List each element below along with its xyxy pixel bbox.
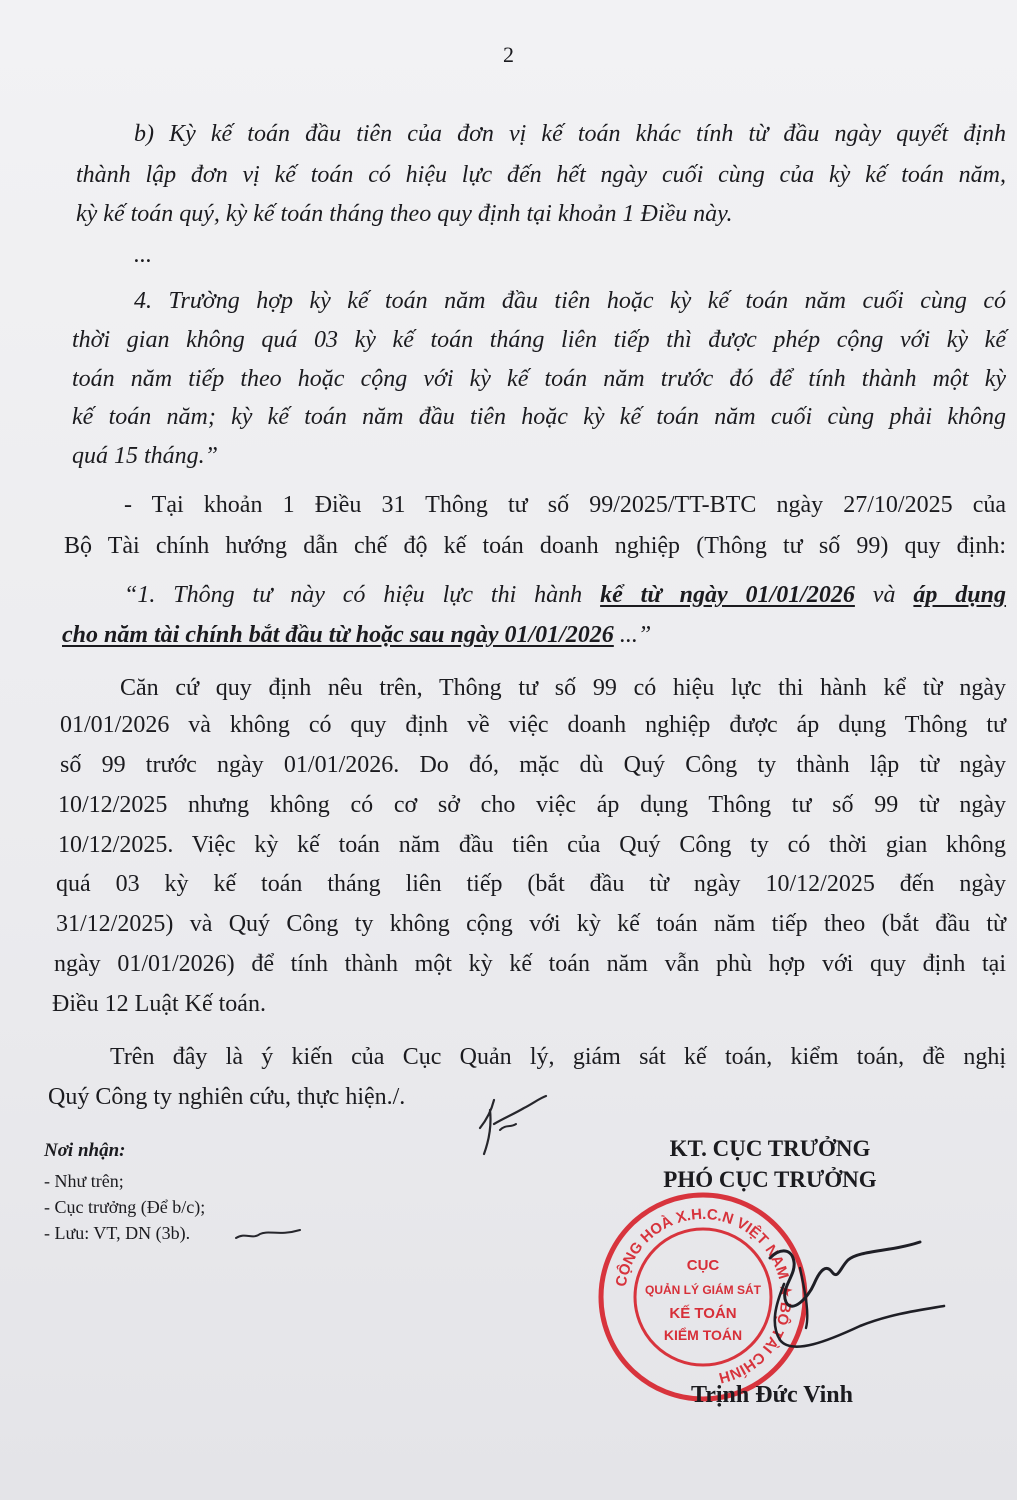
conclusion-line-7: 31/12/2025) và Quý Công ty không cộng với kỳ kế toán năm tiếp theo (bắt đầu từ [56,911,1006,937]
quote-text-start: “1. Thông tư này có hiệu lực thi hành [124,582,601,608]
conclusion-line-5: 10/12/2025. Việc kỳ kế toán năm đầu tiên của Quý Công ty có thời gian không [58,832,1006,858]
provision-4-line-5: quá 15 tháng.” [72,443,219,469]
seal-line-3: KẾ TOÁN [669,1305,737,1322]
circular-quote-line-1 [124,580,1006,610]
seal-line-4: KIỂM TOÁN [663,1327,743,1343]
handwritten-signature [740,1228,950,1368]
provision-b-line-2: thành lập đơn vị kế toán có hiệu lực đến hết ngày cuối cùng của kỳ kế toán năm, [76,162,1006,188]
recipient-item: - Như trên; [44,1171,124,1191]
ellipsis: ... [134,242,152,268]
provision-4-line-3: toán năm tiếp theo hoặc cộng với kỳ kế toán năm trước đó để tính thành một kỳ [72,366,1006,392]
seal-ring-text: CỘNG HOÀ X.H.C.N VIỆT NAM ★ BỘ TÀI CHÍNH [612,1205,795,1387]
signature-title-line-2: PHÓ CỤC TRƯỞNG [663,1167,877,1192]
quote-apply: áp dụng [913,582,1007,608]
conclusion-line-8: ngày 01/01/2026) để tính thành một kỳ kế toán năm vẫn phù hợp với quy định tại [54,951,1006,977]
closing-line-2: Quý Công ty nghiên cứu, thực hiện./. [48,1084,406,1110]
conclusion-line-4: 10/12/2025 nhưng không có cơ sở cho việc áp dụng Thông tư số 99 từ ngày [58,792,1006,818]
page-number: 2 [503,42,514,67]
initials-signature [470,1088,550,1158]
quote-fiscal-year: cho năm tài chính bắt đầu từ hoặc sau ngày 01/01/2026 [62,622,614,648]
seal-line-1: CỤC [686,1257,720,1274]
provision-b-line-3: kỳ kế toán quý, kỳ kế toán tháng theo quy định tại khoản 1 Điều này. [76,201,733,227]
quote-effective-date: kể từ ngày 01/01/2026 [600,582,855,608]
provision-4-line-1: 4. Trường hợp kỳ kế toán năm đầu tiên hoặc kỳ kế toán năm cuối cùng có [134,288,1006,314]
recipients-title: Nơi nhận: [44,1140,126,1161]
provision-4-line-2: thời gian không quá 03 kỳ kế toán tháng liên tiếp thì được phép cộng với kỳ kế [72,327,1006,353]
circular-quote-line-2 [62,620,651,650]
circular-ref-line-1: - Tại khoản 1 Điều 31 Thông tư số 99/2025/TT-BTC ngày 27/10/2025 của [124,492,1006,518]
seal-line-2: QUẢN LÝ GIÁM SÁT [645,1283,761,1297]
signature-title-line-1: KT. CỤC TRƯỞNG [669,1136,871,1161]
conclusion-line-2: 01/01/2026 và không có quy định về việc doanh nghiệp được áp dụng Thông tư [60,712,1006,738]
quote-end: ...” [613,622,652,648]
recipient-item: - Lưu: VT, DN (3b). [44,1223,191,1243]
circular-ref-line-2: Bộ Tài chính hướng dẫn chế độ kế toán doanh nghiệp (Thông tư số 99) quy định: [64,533,1006,559]
quote-text-mid: và [854,582,914,608]
signer-name: Trịnh Đức Vinh [691,1382,853,1408]
provision-4-line-4: kế toán năm; kỳ kế toán năm đầu tiên hoặc kỳ kế toán năm cuối cùng phải không [72,404,1006,430]
conclusion-line-6: quá 03 kỳ kế toán tháng liên tiếp (bắt đầu từ ngày 10/12/2025 đến ngày [56,871,1006,897]
clerk-initials [232,1222,304,1246]
recipient-item: - Cục trưởng (Để b/c); [44,1197,206,1217]
conclusion-line-3: số 99 trước ngày 01/01/2026. Do đó, mặc dù Quý Công ty thành lập từ ngày [60,752,1006,778]
conclusion-line-1: Căn cứ quy định nêu trên, Thông tư số 99 có hiệu lực thi hành kể từ ngày [120,675,1006,701]
provision-b-line-1: b) Kỳ kế toán đầu tiên của đơn vị kế toán khác tính từ đầu ngày quyết định [134,121,1006,147]
conclusion-line-9: Điều 12 Luật Kế toán. [52,991,266,1017]
closing-line-1: Trên đây là ý kiến của Cục Quản lý, giám sát kế toán, kiểm toán, đề nghị [110,1044,1006,1070]
